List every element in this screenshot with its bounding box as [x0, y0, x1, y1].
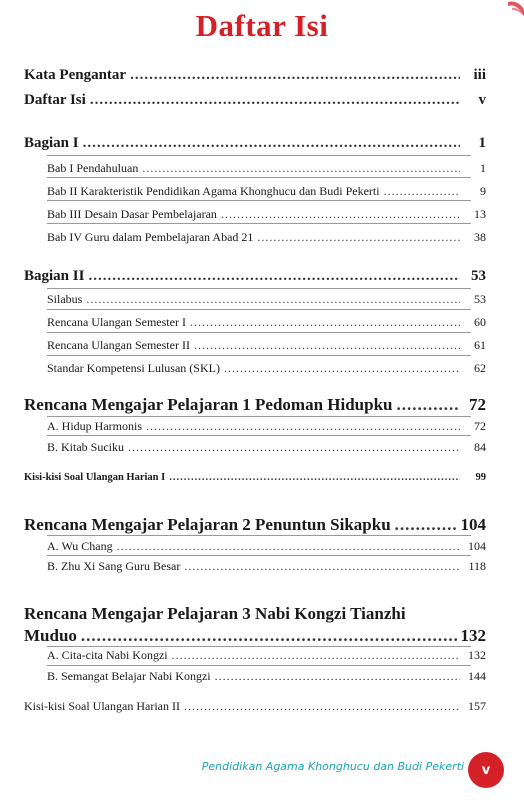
- toc-entry-pelajaran-2[interactable]: [24, 515, 486, 535]
- leader-dots: [88, 268, 460, 285]
- toc-label: Daftar Isi: [24, 92, 86, 108]
- toc-label: Bab III Desain Dasar Pembelajaran: [47, 207, 217, 221]
- toc-label: Bagian II: [24, 268, 85, 284]
- divider: [47, 665, 471, 666]
- toc-page: iii: [473, 67, 486, 83]
- leader-dots: [184, 699, 460, 714]
- toc-page: v: [478, 92, 486, 108]
- leader-dots: [397, 395, 460, 415]
- divider: [47, 288, 471, 289]
- toc-entry-kitab-suciku[interactable]: [24, 440, 486, 455]
- leader-dots: [86, 292, 460, 307]
- toc-page: 118: [468, 559, 486, 573]
- toc-page: 72: [469, 395, 486, 414]
- toc-page: 157: [468, 699, 486, 713]
- toc-page: 62: [474, 361, 486, 375]
- leader-dots: [169, 472, 460, 483]
- toc-page: 99: [475, 472, 486, 483]
- toc-label: Bab IV Guru dalam Pembelajaran Abad 21: [47, 230, 254, 244]
- toc-label: Kata Pengantar: [24, 67, 127, 83]
- toc-page: 9: [480, 184, 486, 198]
- divider: [47, 177, 471, 178]
- toc-entry-pelajaran-3-line-1[interactable]: Rencana Mengajar Pelajaran 3 Nabi Kongzi Tianzhi: [24, 604, 406, 623]
- toc-page: 61: [474, 338, 486, 352]
- toc-page: 53: [471, 268, 486, 284]
- divider: [47, 223, 471, 224]
- leader-dots: [172, 648, 460, 663]
- toc-page: 72: [474, 419, 486, 433]
- leader-dots: [194, 338, 460, 353]
- toc-page: 104: [460, 515, 486, 534]
- toc-entry-cita-cita[interactable]: [24, 648, 486, 663]
- toc-label: Kisi-kisi Soal Ulangan Harian I: [24, 472, 166, 483]
- toc-label: Silabus: [47, 292, 83, 306]
- toc-entry-bagian-2[interactable]: [24, 268, 486, 285]
- divider: [47, 309, 471, 310]
- toc-page: 144: [468, 669, 486, 683]
- toc-entry-pelajaran-1[interactable]: [24, 395, 486, 415]
- divider: [47, 200, 471, 201]
- divider: [47, 535, 471, 536]
- page-footer: [0, 752, 524, 788]
- leader-dots: [221, 207, 460, 222]
- toc-entry-bab-3[interactable]: [24, 207, 486, 222]
- leader-dots: [81, 626, 457, 646]
- toc-page: 84: [474, 440, 486, 454]
- toc-entry-silabus[interactable]: [24, 292, 486, 307]
- toc-label: Kisi-kisi Soal Ulangan Harian II: [24, 699, 180, 713]
- divider: [47, 646, 471, 647]
- page-title: Daftar Isi: [195, 8, 329, 43]
- toc-label: Rencana Ulangan Semester I: [47, 315, 186, 329]
- toc-entry-hidup-harmonis[interactable]: [24, 419, 486, 434]
- toc-label: Rencana Mengajar Pelajaran 2 Penuntun Sikapku: [24, 515, 391, 534]
- toc-page: 38: [474, 230, 486, 244]
- toc-label: Muduo: [24, 626, 77, 645]
- divider: [47, 435, 471, 436]
- toc-entry-semangat-belajar[interactable]: [24, 669, 486, 684]
- leader-dots: [130, 67, 460, 84]
- toc-label: Bab I Pendahuluan: [47, 161, 139, 175]
- leader-dots: [384, 184, 460, 199]
- toc-entry-bab-2[interactable]: [24, 184, 486, 199]
- leader-dots: [257, 230, 460, 245]
- leader-dots: [90, 92, 460, 109]
- leader-dots: [142, 161, 460, 176]
- leader-dots: [184, 559, 460, 574]
- page-number-badge: v: [468, 752, 504, 788]
- toc-page: 132: [468, 648, 486, 662]
- toc-label: Bagian I: [24, 135, 79, 151]
- toc-page: 1: [480, 161, 486, 175]
- toc-entry-bab-4[interactable]: [24, 230, 486, 245]
- toc-entry-wu-chang[interactable]: [24, 539, 486, 554]
- toc-entry-zhu-xi[interactable]: [24, 559, 486, 574]
- toc-entry-ulangan-semester-1[interactable]: [24, 315, 486, 330]
- toc-entry-daftar-isi[interactable]: [24, 92, 486, 109]
- leader-dots: [215, 669, 460, 684]
- divider: [47, 555, 471, 556]
- toc-entry-pelajaran-3[interactable]: [24, 626, 486, 646]
- divider: [47, 355, 471, 356]
- toc-page: 60: [474, 315, 486, 329]
- toc-entry-ulangan-semester-2[interactable]: [24, 338, 486, 353]
- toc-entry-bab-1[interactable]: [24, 161, 486, 176]
- toc-label: B. Kitab Suciku: [47, 440, 124, 454]
- leader-dots: [128, 440, 460, 455]
- toc-label: Rencana Mengajar Pelajaran 1 Pedoman Hidupku: [24, 395, 393, 414]
- toc-label: Bab II Karakteristik Pendidikan Agama Khonghucu dan Budi Pekerti: [47, 184, 380, 198]
- footer-book-title: Pendidikan Agama Khonghucu dan Budi Pekerti: [201, 760, 464, 773]
- toc-label: B. Zhu Xi Sang Guru Besar: [47, 559, 181, 573]
- toc-entry-bagian-1[interactable]: [24, 135, 486, 152]
- divider: [47, 332, 471, 333]
- leader-dots: [117, 539, 460, 554]
- leader-dots: [83, 135, 460, 152]
- toc-page: 1: [478, 135, 486, 151]
- divider: [47, 416, 471, 417]
- toc-page: 104: [468, 539, 486, 553]
- toc-label: Rencana Ulangan Semester II: [47, 338, 190, 352]
- divider: [47, 155, 471, 156]
- leader-dots: [190, 315, 460, 330]
- toc-page: 132: [460, 626, 486, 645]
- toc-entry-kisi-kisi-2[interactable]: [24, 699, 486, 714]
- toc-label: A. Hidup Harmonis: [47, 419, 142, 433]
- toc-entry-skl[interactable]: [24, 361, 486, 376]
- leader-dots: [395, 515, 457, 535]
- leader-dots: [146, 419, 460, 434]
- toc-label: B. Semangat Belajar Nabi Kongzi: [47, 669, 211, 683]
- toc-page: 13: [474, 207, 486, 221]
- leader-dots: [224, 361, 460, 376]
- toc-entry-kata-pengantar[interactable]: [24, 67, 486, 84]
- toc-label: Standar Kompetensi Lulusan (SKL): [47, 361, 220, 375]
- toc-label: A. Cita-cita Nabi Kongzi: [47, 648, 168, 662]
- toc-label: A. Wu Chang: [47, 539, 113, 553]
- toc-entry-kisi-kisi-1[interactable]: [24, 472, 486, 483]
- toc-page: 53: [474, 292, 486, 306]
